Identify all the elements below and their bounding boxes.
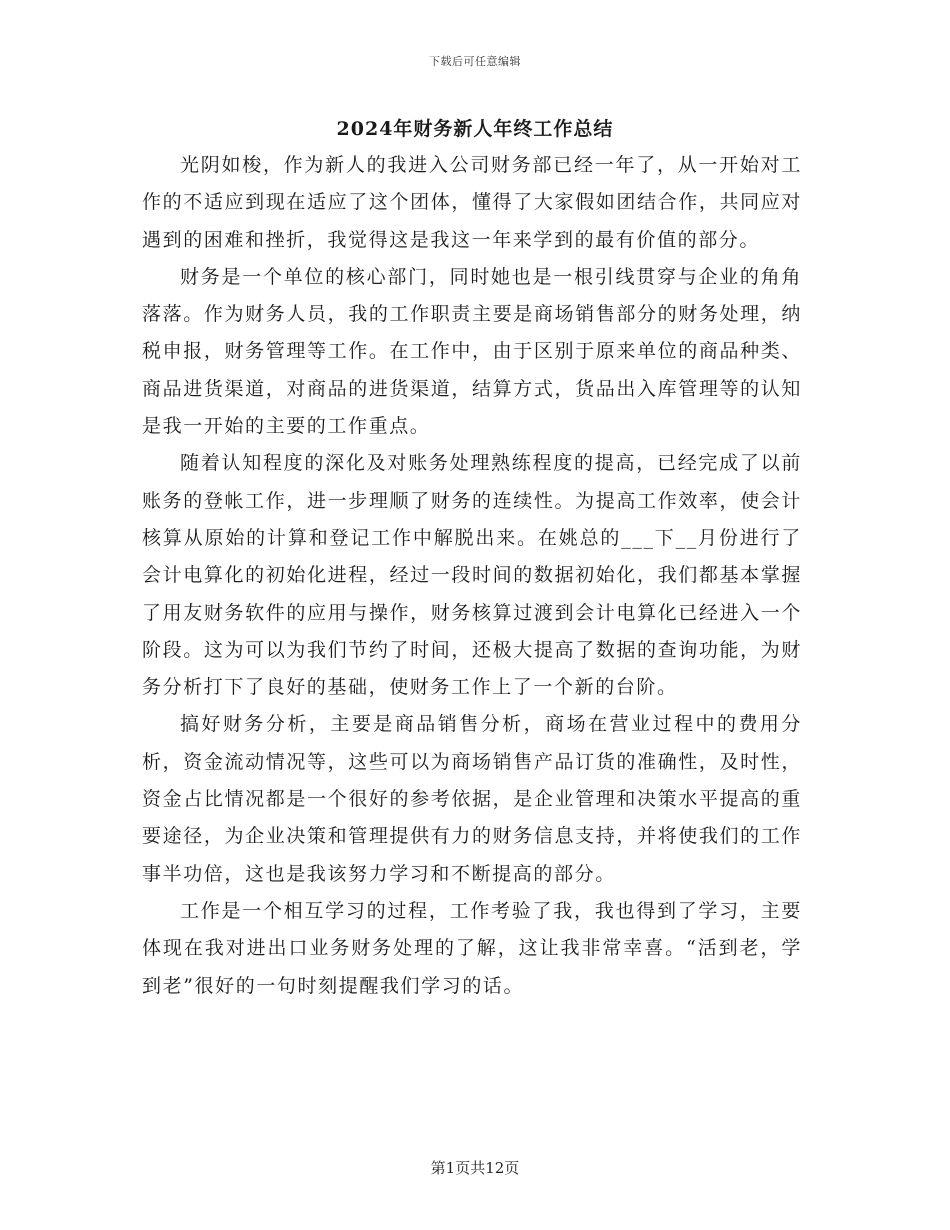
document-body <box>142 147 802 1005</box>
page-number: 第1页共12页 <box>430 1159 520 1177</box>
paragraph-5: 工作是一个相互学习的过程，工作考验了我，我也得到了学习，主要体现在我对进出口业务财务处理的了解，这让我非常幸喜。“活到老，学到老”很好的一句时刻提醒我们学习的话。 <box>142 899 802 997</box>
paragraph-1: 光阴如梭，作为新人的我进入公司财务部已经一年了，从一开始对工作的不适应到现在适应了这个团体，懂得了大家假如团结合作，共同应对遇到的困难和挫折，我觉得这是我这一年来学到的最有价值的部分。 <box>142 154 802 251</box>
paragraph-4: 搞好财务分析，主要是商品销售分析，商场在营业过程中的费用分析，资金流动情况等，这些可以为商场销售产品订货的准确性，及时性，资金占比情况都是一个很好的参考依据，是企业管理和决策水平提高的重要途径，为企业决策和管理提供有力的财务信息支持，并将使我们的工作事半功倍，这也是我该努力学习和不断提高的部分。 <box>142 713 802 885</box>
document-title: 2024年财务新人年终工作总结 <box>336 118 614 140</box>
page-header-note: 下载后可任意编辑 <box>429 55 521 68</box>
paragraph-3: 随着认知程度的深化及对账务处理熟练程度的提高，已经完成了以前账务的登帐工作，进一步理顺了财务的连续性。为提高工作效率，使会计核算从原始的计算和登记工作中解脱出来。在姚总的___下__月份进行了会计电算化的初始化进程，经过一段时间的数据初始化，我们都基本掌握了用友财务软件的应用与操作，财务核算过渡到会计电算化已经进入一个阶段。这为可以为我们节约了时间，还极大提高了数据的查询功能，为财务分析打下了良好的基础，使财务工作上了一个新的台阶。 <box>142 452 802 699</box>
paragraph-2: 财务是一个单位的核心部门，同时她也是一根引线贯穿与企业的角角落落。作为财务人员，我的工作职责主要是商场销售部分的财务处理，纳税申报，财务管理等工作。在工作中，由于区别于原来单位的商品种类、商品进货渠道，对商品的进货渠道，结算方式，货品出入库管理等的认知是我一开始的主要的工作重点。 <box>142 265 802 438</box>
